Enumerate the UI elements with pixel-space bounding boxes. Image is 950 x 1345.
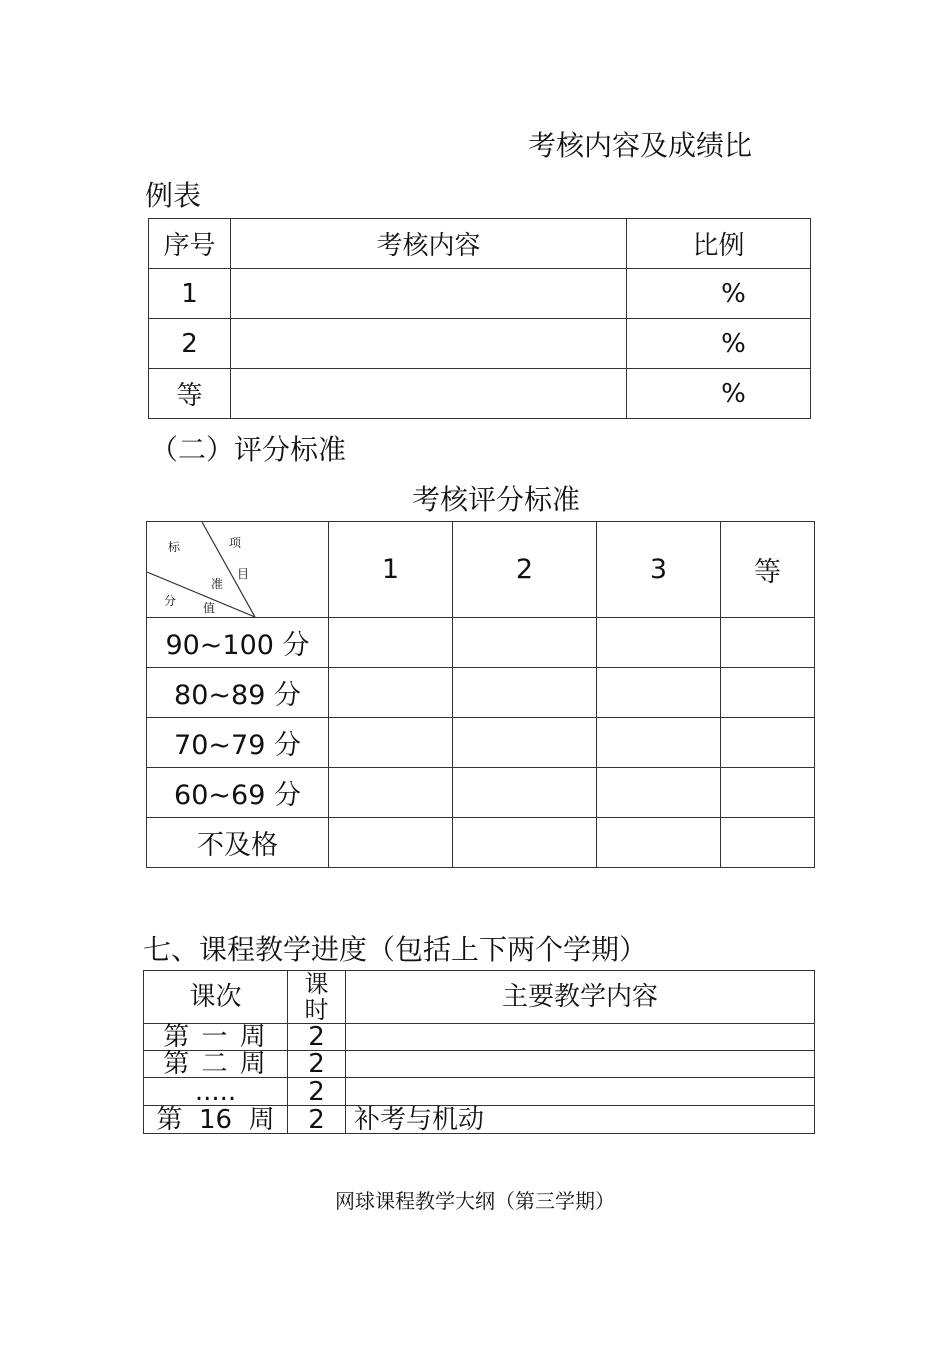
col-header: 1 [329,522,453,618]
cell [453,668,597,718]
row-lesson: 第 16 周 [144,1106,288,1134]
row-label: 70~79 分 [147,718,329,768]
table-row [147,718,815,768]
section-heading-schedule: 七、课程教学进度（包括上下两个学期） [143,933,648,966]
cell [329,768,453,818]
cell [453,818,597,868]
cell [597,718,721,768]
cell [453,618,597,668]
row-ratio: % [627,369,811,419]
table-header-row [149,219,811,269]
cell [721,768,815,818]
table-row [147,768,815,818]
row-label: 80~89 分 [147,668,329,718]
row-hours: 2 [288,1078,346,1106]
header-content: 主要教学内容 [346,971,815,1024]
row-label: 60~69 分 [147,768,329,818]
row-content [346,1024,815,1051]
header-hours [288,971,346,1024]
diag-label-fen: 分 [164,594,177,608]
cell [721,618,815,668]
teaching-schedule-table [143,970,815,1134]
diag-label-biao: 标 [168,540,181,554]
cell [597,768,721,818]
cell [329,668,453,718]
scoring-table-title: 考核评分标准 [412,483,581,516]
cell [329,718,453,768]
table-row [144,1051,815,1078]
row-hours: 2 [288,1106,346,1134]
col-header: 2 [453,522,597,618]
diagonal-header [147,522,329,617]
row-no: 1 [149,269,231,319]
row-lesson: 第 二 周 [144,1051,288,1078]
row-no: 2 [149,319,231,369]
table-row [144,1078,815,1106]
cell [721,818,815,868]
cell [453,768,597,818]
table-title-line2: 例表 [145,179,202,212]
row-lesson: ..... [144,1078,288,1106]
row-content [346,1051,815,1078]
diag-label-zhi: 值 [203,601,216,615]
table-row [149,369,811,419]
table-header-row [147,522,815,618]
table-row [144,1024,815,1051]
row-hours: 2 [288,1024,346,1051]
row-content [231,369,627,419]
table-title-line1: 考核内容及成绩比 [528,129,753,162]
table-row [147,618,815,668]
assessment-ratio-table [148,218,811,419]
row-label: 90~100 分 [147,618,329,668]
diag-label-mu: 目 [237,567,250,581]
cell [721,718,815,768]
table-row [147,818,815,868]
row-content [346,1078,815,1106]
col-header: 3 [597,522,721,618]
table-row [144,1106,815,1134]
header-ratio: 比例 [627,219,811,269]
header-no: 序号 [149,219,231,269]
header-content: 考核内容 [231,219,627,269]
cell [597,818,721,868]
cell [329,618,453,668]
row-ratio: % [627,319,811,369]
cell [597,618,721,668]
table-row [149,319,811,369]
document-footer: 网球课程教学大纲（第三学期） [335,1189,615,1213]
row-content [231,319,627,369]
diag-label-zhun: 准 [211,577,224,591]
col-header: 等 [721,522,815,618]
header-lesson: 课次 [144,971,288,1024]
diagonal-header-cell [147,522,329,618]
scoring-standard-table [146,521,815,868]
cell [329,818,453,868]
cell [453,718,597,768]
cell [721,668,815,718]
row-content: 补考与机动 [346,1106,815,1134]
cell [597,668,721,718]
row-hours: 2 [288,1051,346,1078]
table-header-row [144,971,815,1024]
row-ratio: % [627,269,811,319]
table-row [147,668,815,718]
row-lesson: 第 一 周 [144,1024,288,1051]
row-label: 不及格 [147,818,329,868]
row-no: 等 [149,369,231,419]
diag-label-xiang: 项 [229,536,242,550]
table-row [149,269,811,319]
row-content [231,269,627,319]
header-hours-1: 课 [304,970,329,998]
header-hours-2: 时 [304,996,329,1024]
section-heading-scoring: （二）评分标准 [150,433,347,466]
